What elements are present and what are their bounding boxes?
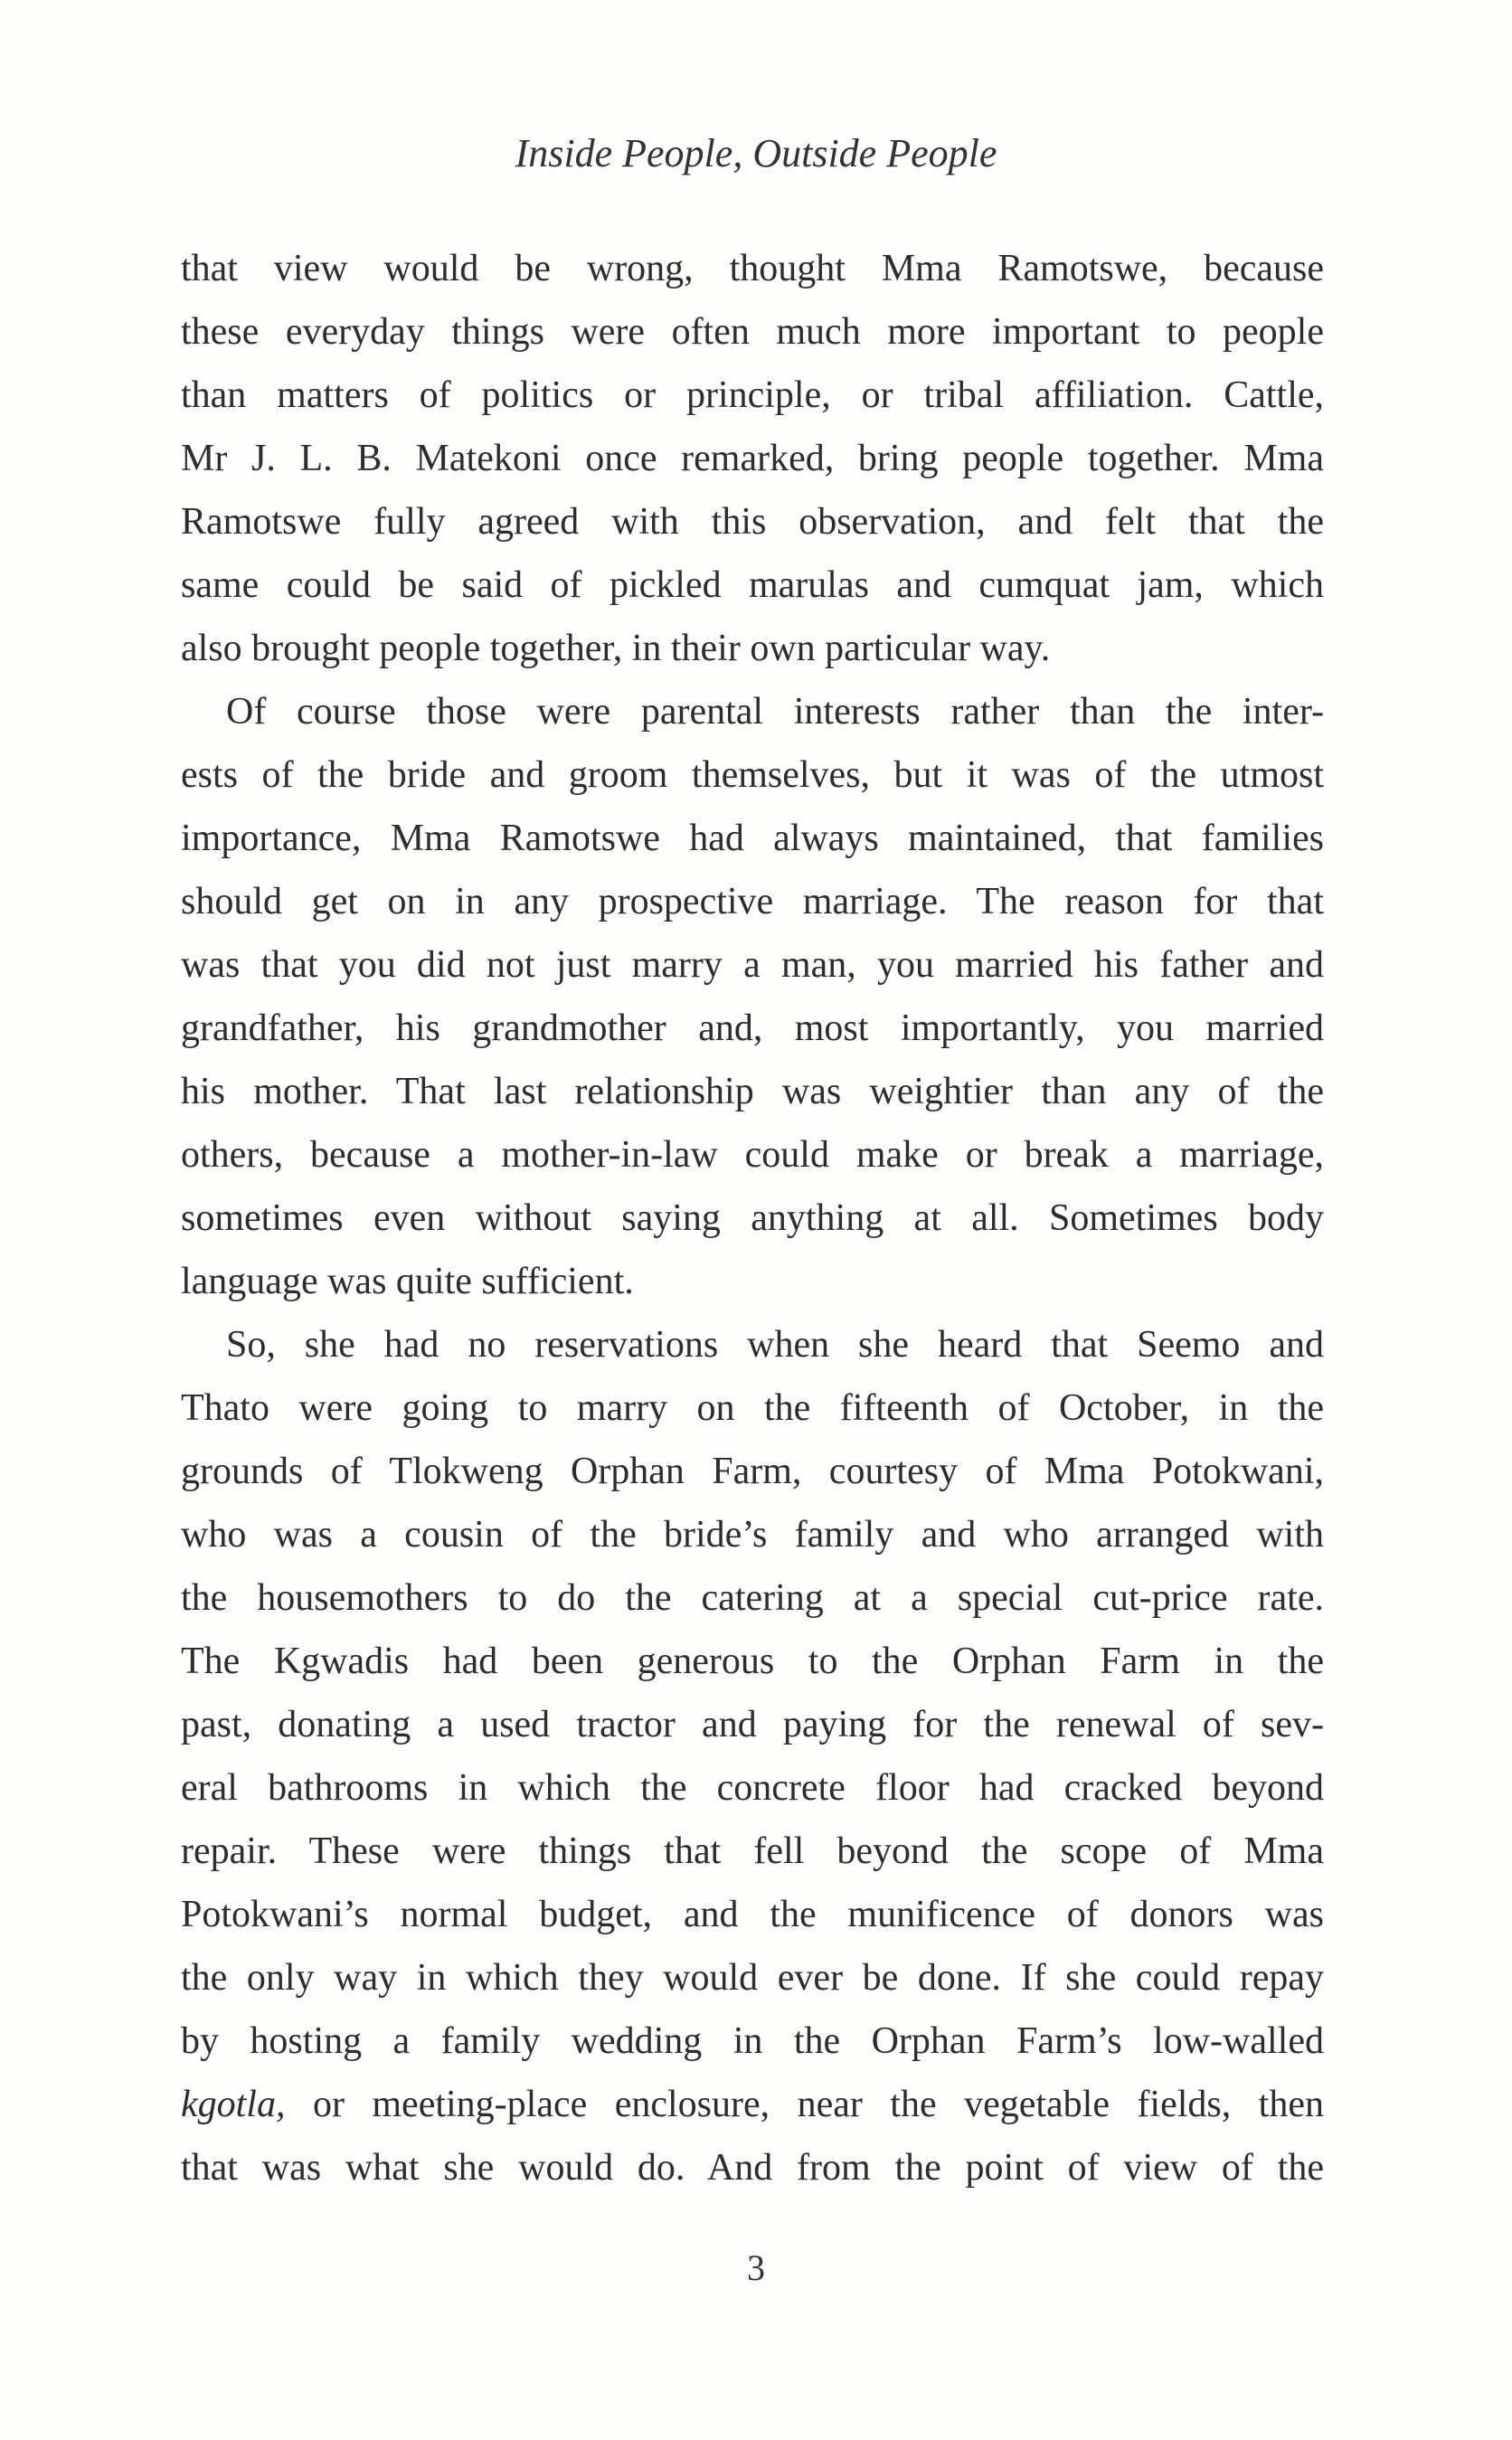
text-line: Of course those were parental interests rather than the inter- [226, 691, 1324, 733]
text-line: was that you did not just marry a man, you married his father and [181, 944, 1324, 986]
text-line: these everyday things were often much more important to people [181, 311, 1324, 353]
text-line: sometimes even without saying anything at all. Sometimes body [181, 1197, 1324, 1239]
text-line: language was quite sufficient. [181, 1261, 634, 1302]
text-line: Ramotswe fully agreed with this observation, and felt that the [181, 501, 1324, 543]
text-line: grounds of Tlokweng Orphan Farm, courtesy of Mma Potokwani, [181, 1451, 1324, 1492]
text-line: eral bathrooms in which the concrete floor had cracked beyond [181, 1767, 1324, 1809]
page-number: 3 [747, 2247, 765, 2288]
text-line: the housemothers to do the catering at a special cut-price rate. [181, 1577, 1324, 1619]
text-line: The Kgwadis had been generous to the Orphan Farm in the [181, 1641, 1324, 1682]
running-head: Inside People, Outside People [515, 131, 997, 175]
text-line-rest: or meeting-place enclosure, near the vegetable fields, then [312, 2084, 1324, 2125]
text-line: his mother. That last relationship was weightier than any of the [181, 1071, 1324, 1112]
text-line: by hosting a family wedding in the Orphan Farm’s low-walled [181, 2020, 1324, 2062]
text-line: that view would be wrong, thought Mma Ramotswe, because [181, 248, 1324, 289]
text-line: also brought people together, in their own particular way. [181, 628, 1051, 669]
text-line: Thato were going to marry on the fifteenth of October, in the [181, 1387, 1324, 1429]
text-line: Mr J. L. B. Matekoni once remarked, bring people together. Mma [181, 438, 1324, 479]
text-line: than matters of politics or principle, or tribal affiliation. Cattle, [181, 374, 1324, 416]
text-line [181, 2073, 1324, 2136]
text-line: others, because a mother-in-law could make or break a marriage, [181, 1134, 1324, 1176]
text-line: the only way in which they would ever be done. If she could repay [181, 1957, 1324, 1999]
text-line: So, she had no reservations when she heard that Seemo and [226, 1324, 1324, 1366]
text-line: grandfather, his grandmother and, most importantly, you married [181, 1007, 1324, 1049]
text-line: same could be said of pickled marulas and cumquat jam, which [181, 564, 1324, 606]
text-line: Potokwani’s normal budget, and the munificence of donors was [181, 1894, 1324, 1935]
text-line: ests of the bride and groom themselves, but it was of the utmost [181, 754, 1324, 796]
body-text [181, 237, 1324, 2199]
text-line: should get on in any prospective marriage. The reason for that [181, 881, 1324, 922]
text-line: importance, Mma Ramotswe had always maintained, that families [181, 818, 1324, 859]
text-line: who was a cousin of the bride’s family and who arranged with [181, 1514, 1324, 1556]
text-line: repair. These were things that fell beyond the scope of Mma [181, 1830, 1324, 1872]
text-line: that was what she would do. And from the point of view of the [181, 2147, 1324, 2189]
italic-term: kgotla, [181, 2084, 286, 2125]
text-line: past, donating a used tractor and paying for the renewal of sev- [181, 1704, 1324, 1745]
